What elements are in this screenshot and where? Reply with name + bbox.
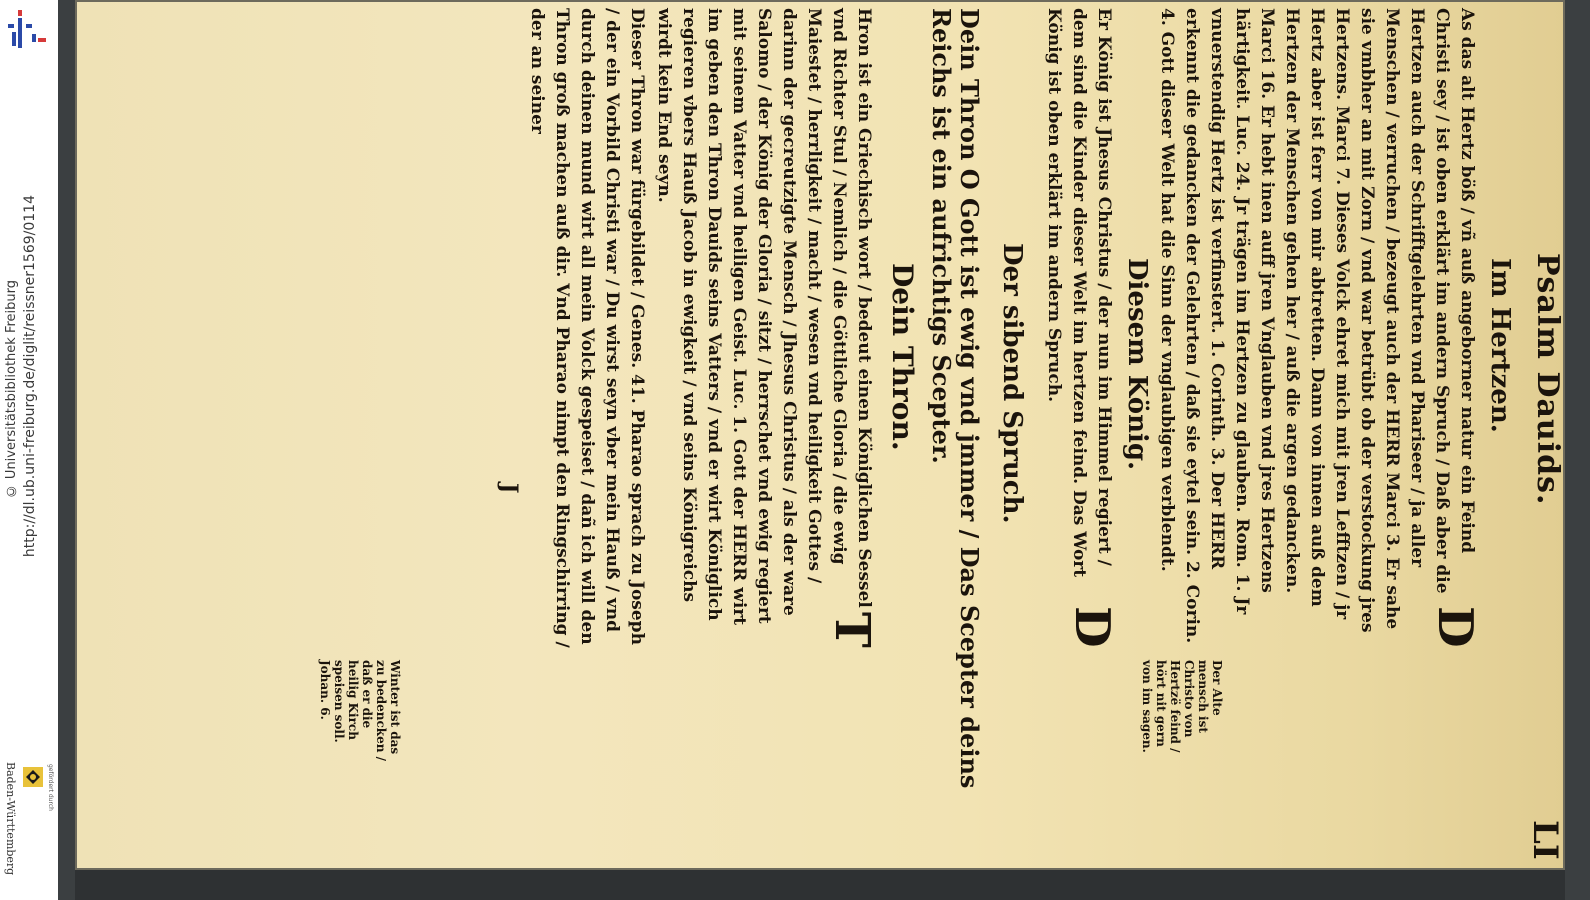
drop-cap: D <box>1064 606 1120 648</box>
section-title: Der sibend Spruch. <box>997 243 1027 524</box>
paragraph-3-text: Hron ist ein Griechisch wort / bedeut einen Königlichen Sessel vnd Richter Stul / Nemlich / die Göttliche Gloria / die ewig Maiestet / herrligkeit / macht / wesen vnd heiligkeit Gottes / darinn der gecreutzigte Mensch / Jhesus Christus / als der ware Salomo / der König der Gloria / sitzt / herrschet vnd ewig regiert mit seinem Vatter vnd heiligen Geist. Luc. 1. Gott der HERR wirt im geben den Thron Dauids seins Vatters / vnd er wirt Königlich regieren vbers Hauß Jacob in ewigkeit / vnd seins Königreichs wirdt kein End seyn. <box>654 8 874 626</box>
credit-url[interactable]: http://dl.ub.uni-freiburg.de/diglit/reissner1569/0114 <box>22 195 38 558</box>
paragraph-2 <box>1041 8 1120 648</box>
paragraph-3 <box>651 8 880 648</box>
page-header <box>1525 8 1565 860</box>
psalm-verse: Dein Thron O Gott ist ewig vnd jmmer / Das Scepter deins Reichs ist ein aufrichtigs Scepter. <box>927 8 984 789</box>
ub-freiburg-logo <box>4 4 48 52</box>
subheading-dein-thron: Dein Thron. <box>886 263 919 451</box>
credit-copyright: © Universitätsbibliothek Freiburg <box>4 280 19 499</box>
paragraph-1 <box>1154 8 1483 648</box>
paragraph-1-text: As das alt Hertz böß / vñ auß angeborner natur ein Feind Christi sey / ist oben erklärt im andern Spruch / Daß aber die Hertzen auch der Schrifftgelehrten vnd Phariseer / ja aller Menschen / verruchen / bezeugt auch der HERR Marci 3. Er sahe sie vmbher an mit Zorn / vnd war betrübt ob der verstockung jres Hertzens. Marci 7. Dieses Volck ehret mich mit jren Lefftzen / jr Hertz aber ist ferr von mir abtretten. Dann von innen auß dem Hertzen der Menschen gehen her / auß die argen gedancken. Marci 16. Er hebt inen auff jren Vnglauben vnd jres Hertzens härtigkeit. Luc. 24. Jr trägen im Hertzen zu glauben. Rom. 1. Jr vnuerstendig Hertz ist verfinstert. 1. Corinth. 3. Der HERR erkennt die gedancken der Gelehrten / daß sie eytel sein. 2. Corin. 4. Gott dieser Welt hat die Sinn der vnglaubigen verblendt. <box>1157 8 1477 644</box>
margin-note-2: Winter ist das zu bedencken / daß er die heilig Kirch speisen soll. Johan. 6. <box>318 660 402 762</box>
baden-wuerttemberg-logo <box>22 766 44 788</box>
subheading-diesem-koenig: Diesem König. <box>1122 258 1152 471</box>
drop-cap: D <box>1427 606 1483 648</box>
book-page <box>75 0 1565 870</box>
credit-strip <box>0 0 59 900</box>
paragraph-2-text: Er König ist Jhesus Christus / der nun im Himmel regiert / dem sind die Kinder dieser Welt im hertzen feind. Das Wort König ist oben erklärt im andern Spruch. <box>1044 8 1114 578</box>
page-bottom-edge <box>75 870 1565 900</box>
funder-name: Baden-Württemberg <box>4 762 17 876</box>
paragraph-4-text: Dieser Thron war fürgebildet / Genes. 41. Pharao sprach zu Joseph / der ein Vorbild Christi war / Du wirst seyn vber mein Hauß / vnd durch deinen mund wirt all mein Volck gespeiset / dañ ich will den Thron groß machen auß dir. Vnd Pharao nimpt den Ringschirring / der an seiner <box>527 8 647 648</box>
paragraph-4 <box>524 8 649 648</box>
funding-label: gefördert durch <box>47 764 54 811</box>
signature-mark: J <box>496 483 522 494</box>
drop-cap: T <box>824 612 880 648</box>
folio-number: LI <box>1525 820 1565 860</box>
margin-note-1: Der Alte mensch ist Christo von Hertzë feind / hört nit gern von im sagen. <box>1140 660 1224 753</box>
page-text-block <box>375 0 1565 860</box>
running-head: Psalm Dauids. <box>1530 253 1565 506</box>
subheading-im-hertzen: Im Hertzen. <box>1485 258 1515 433</box>
